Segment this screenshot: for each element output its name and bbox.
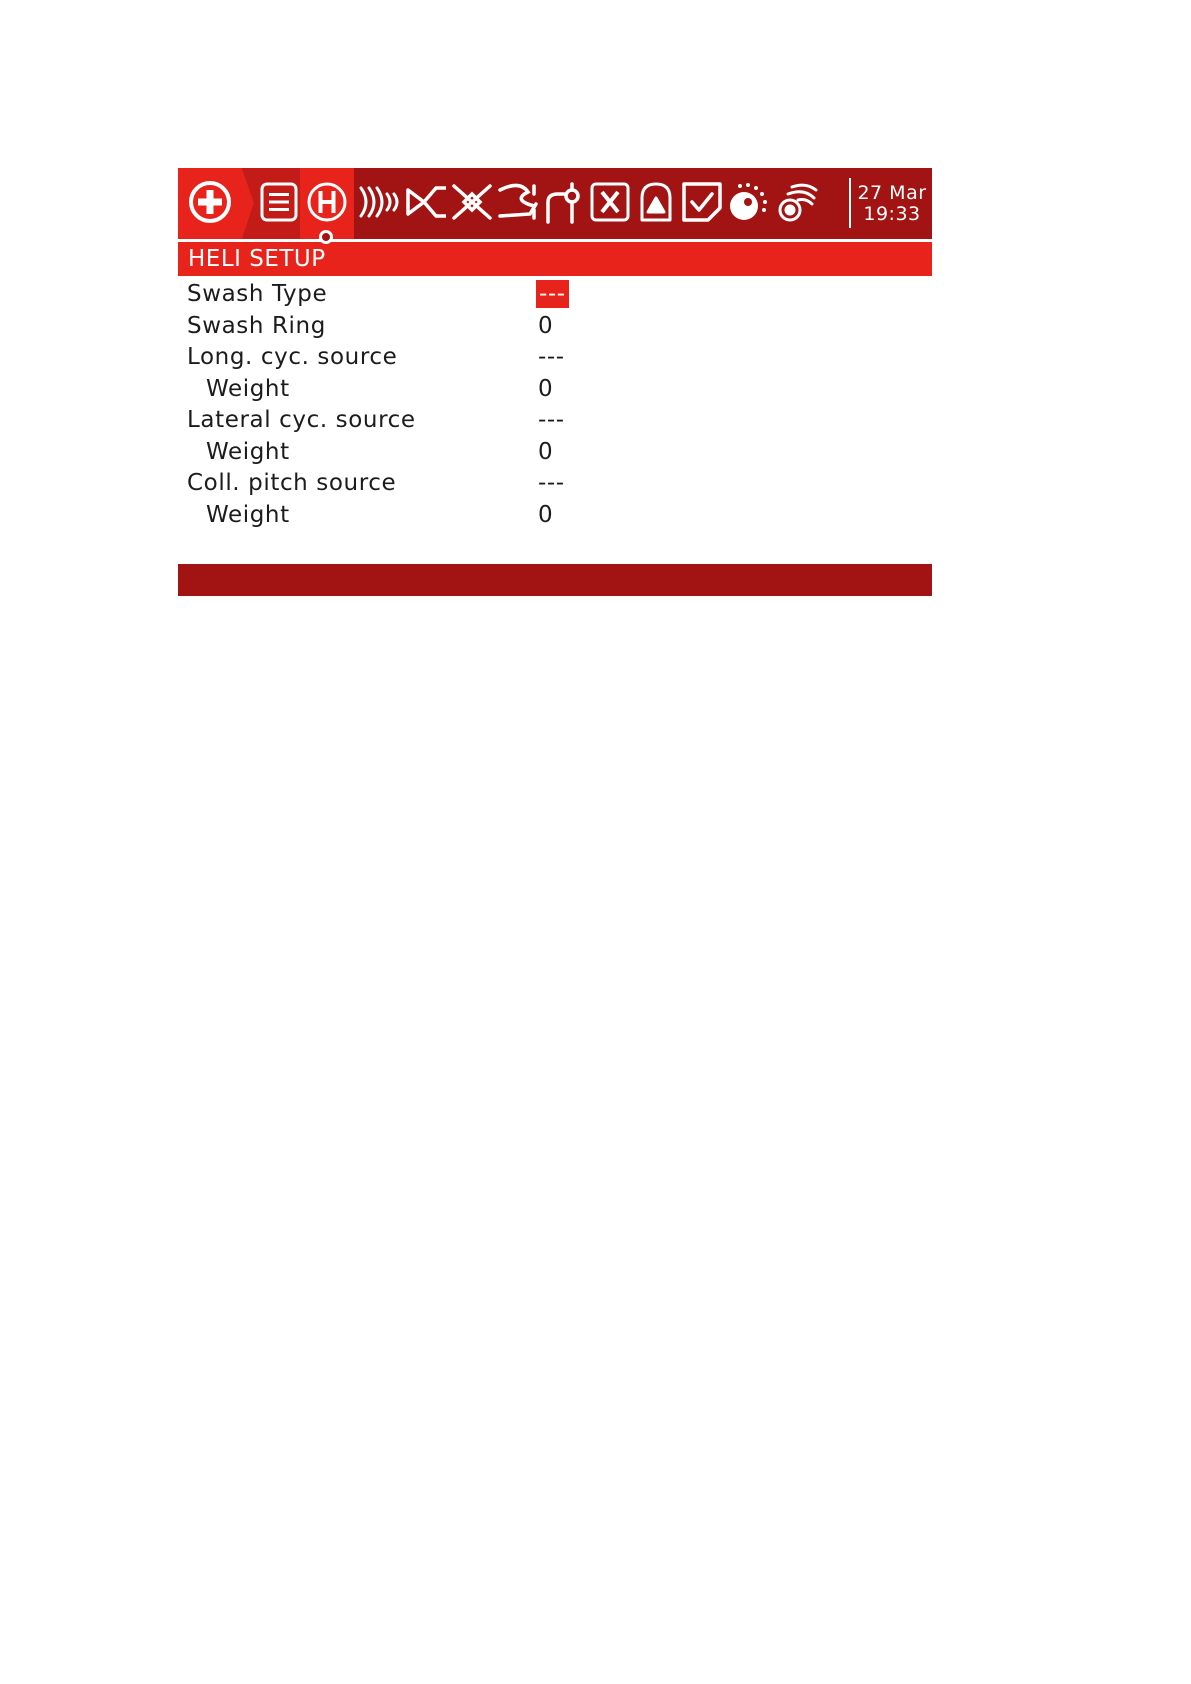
- trainer-icon[interactable]: [772, 178, 820, 226]
- menu-list-icon[interactable]: [255, 178, 303, 226]
- outputs-icon[interactable]: [448, 178, 496, 226]
- curves-icon[interactable]: [494, 178, 542, 226]
- row-label: Lateral cyc. source: [187, 407, 416, 433]
- clock-time: 19:33: [863, 203, 921, 225]
- row-coll-pitch-source[interactable]: [178, 467, 932, 499]
- row-swash-type[interactable]: [178, 278, 932, 310]
- long-cyc-source-value[interactable]: ---: [538, 344, 565, 370]
- active-tab-indicator: [319, 230, 333, 244]
- checklist-icon[interactable]: [678, 178, 726, 226]
- heli-h-icon[interactable]: [303, 178, 351, 226]
- row-label: Long. cyc. source: [187, 344, 398, 370]
- swash-type-value[interactable]: ---: [536, 280, 569, 308]
- top-bar: [178, 168, 932, 239]
- row-lateral-cyc-weight[interactable]: [178, 436, 932, 468]
- long-cyc-weight-value[interactable]: 0: [538, 375, 554, 402]
- settings-list: [178, 278, 932, 530]
- title-bar: [178, 242, 932, 276]
- gvars-icon[interactable]: [586, 178, 634, 226]
- radio-screen: [178, 168, 932, 596]
- plus-circle-icon[interactable]: [186, 178, 234, 226]
- row-long-cyc-source[interactable]: [178, 341, 932, 373]
- telemetry-icon[interactable]: [724, 178, 772, 226]
- row-label: Weight: [206, 501, 290, 528]
- clock: [855, 183, 929, 225]
- coll-pitch-weight-value[interactable]: 0: [538, 501, 554, 528]
- clock-date: 27 Mar: [857, 182, 927, 204]
- mixer-icon[interactable]: [402, 178, 450, 226]
- row-label: Weight: [206, 375, 290, 402]
- swash-ring-value[interactable]: 0: [538, 312, 554, 339]
- lateral-cyc-weight-value[interactable]: 0: [538, 438, 554, 465]
- bottom-bar: [178, 564, 932, 596]
- row-label: Coll. pitch source: [187, 470, 397, 496]
- row-coll-pitch-weight[interactable]: [178, 499, 932, 531]
- row-label: Weight: [206, 438, 290, 465]
- row-swash-ring[interactable]: [178, 310, 932, 342]
- inputs-icon[interactable]: [355, 178, 403, 226]
- page-title: HELI SETUP: [188, 246, 326, 272]
- row-lateral-cyc-source[interactable]: [178, 404, 932, 436]
- clock-divider: [849, 178, 851, 228]
- logical-switch-icon[interactable]: [540, 178, 588, 226]
- row-label: Swash Ring: [187, 312, 326, 339]
- row-long-cyc-weight[interactable]: [178, 373, 932, 405]
- lateral-cyc-source-value[interactable]: ---: [538, 407, 565, 433]
- coll-pitch-source-value[interactable]: ---: [538, 470, 565, 496]
- row-label: Swash Type: [187, 281, 328, 307]
- special-functions-icon[interactable]: [632, 178, 680, 226]
